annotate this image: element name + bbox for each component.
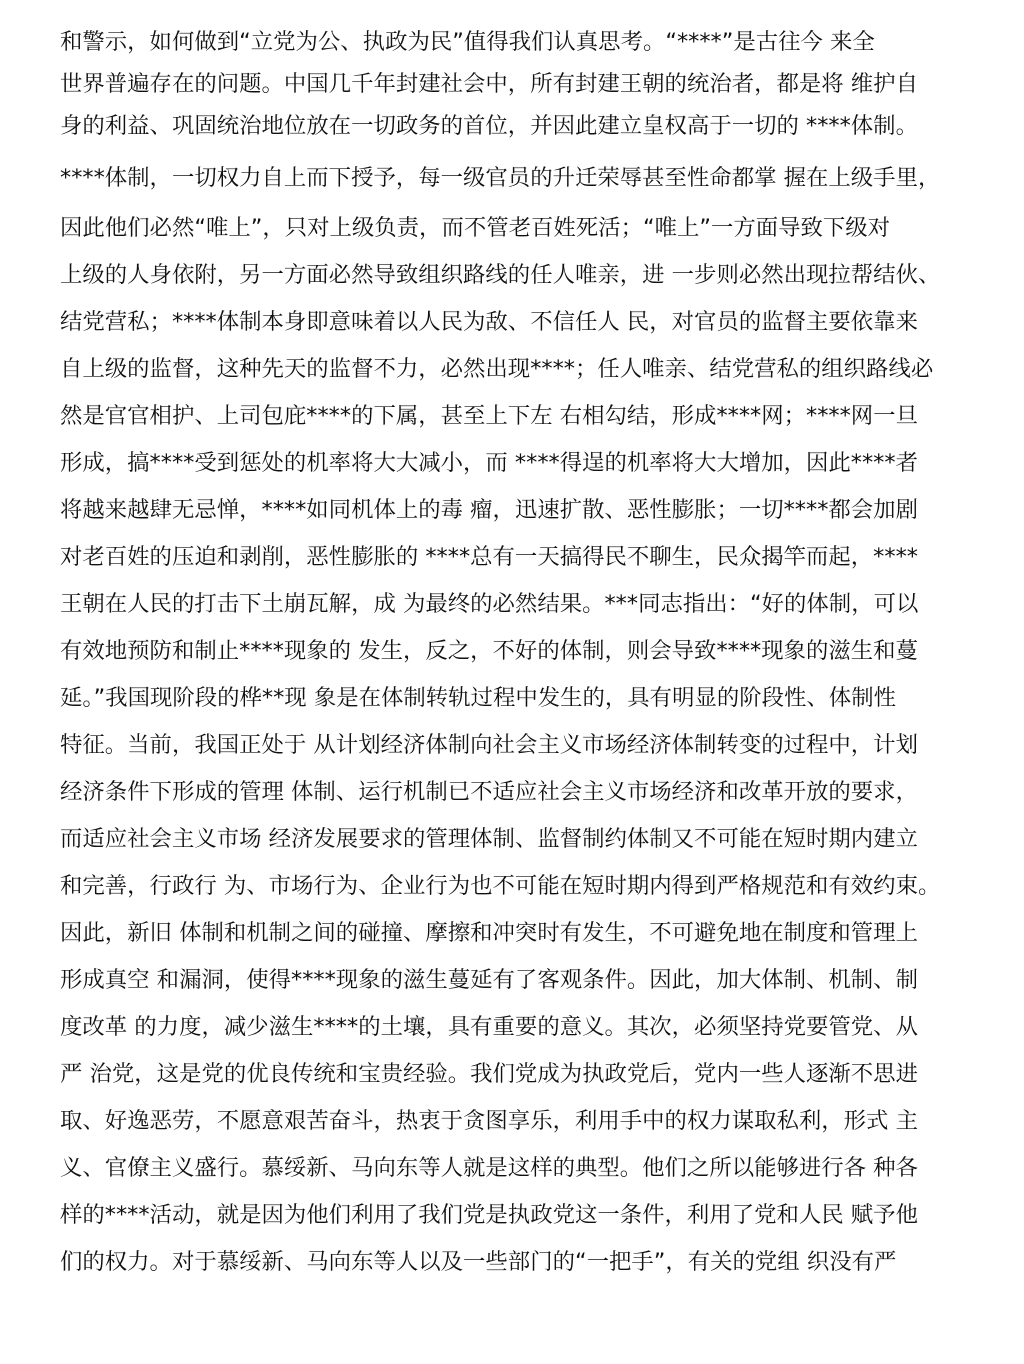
text-line: 特征。当前，我国正处于 从计划经济体制向社会主义市场经济体制转变的过程中，计划 [60,732,918,758]
text-line: 自上级的监督，这种先天的监督不力，必然出现****；任人唯亲、结党营私的组织路线必 [60,356,934,382]
text-line: 王朝在人民的打击下土崩瓦解，成 为最终的必然结果。***同志指出：“好的体制，可以 [60,591,919,617]
text-line: 将越来越肆无忌惮，****如同机体上的毒 瘤，迅速扩散、恶性膨胀；一切****都会加剧 [60,497,918,523]
text-line: 和完善，行政行 为、市场行为、企业行为也不可能在短时期内得到严格规范和有效约束。 [60,873,941,899]
text-line: 结党营私；****体制本身即意味着以人民为敌、不信任人 民，对官员的监督主要依靠来 [60,309,918,335]
text-line: 身的利益、巩固统治地位放在一切政务的首位，并因此建立皇权高于一切的 ****体制。 [60,113,918,139]
text-line: 有效地预防和制止****现象的 发生，反之，不好的体制，则会导致****现象的滋生和蔓 [60,638,918,664]
text-line: 然是官官相护、上司包庇****的下属，甚至上下左 右相勾结，形成****网；****网一旦 [60,403,918,429]
text-line: 度改革 的力度，减少滋生****的土壤，具有重要的意义。其次，必须坚持党要管党、从 [60,1014,918,1040]
text-line: 对老百姓的压迫和剥削，恶性膨胀的 ****总有一天搞得民不聊生，民众揭竿而起，**** [60,544,918,570]
text-line: ****体制，一切权力自上而下授予，每一级官员的升迁荣辱甚至性命都掌 握在上级手里， [60,165,941,191]
text-line: 形成真空 和漏洞，使得****现象的滋生蔓延有了客观条件。因此，加大体制、机制、制 [60,967,918,993]
text-line: 因此，新旧 体制和机制之间的碰撞、摩擦和冲突时有发生，不可避免地在制度和管理上 [60,920,918,946]
text-line: 因此他们必然“唯上”，只对上级负责，而不管老百姓死活；“唯上”一方面导致下级对 [60,215,891,241]
text-line: 义、官僚主义盛行。慕绥新、马向东等人就是这样的典型。他们之所以能够进行各 种各 [60,1155,918,1181]
text-line: 和警示，如何做到“立党为公、执政为民”值得我们认真思考。“****”是古往今 来全 [60,29,875,55]
text-line: 形成，搞****受到惩处的机率将大大减小，而 ****得逞的机率将大大增加，因此****者 [60,450,918,476]
text-line: 世界普遍存在的问题。中国几千年封建社会中，所有封建王朝的统治者，都是将 维护自 [60,71,918,97]
text-line: 取、好逸恶劳，不愿意艰苦奋斗，热衷于贪图享乐，利用手中的权力谋取私利，形式 主 [60,1108,918,1134]
text-line: 严 治党，这是党的优良传统和宝贵经验。我们党成为执政党后，党内一些人逐渐不思进 [60,1061,918,1087]
text-line: 们的权力。对于慕绥新、马向东等人以及一些部门的“一把手”，有关的党组 织没有严 [60,1249,897,1275]
text-line: 延。”我国现阶段的桦**现 象是在体制转轨过程中发生的，具有明显的阶段性、体制性 [60,685,896,711]
text-line: 而适应社会主义市场 经济发展要求的管理体制、监督制约体制又不可能在短时期内建立 [60,826,918,852]
text-line: 经济条件下形成的管理 体制、运行机制已不适应社会主义市场经济和改革开放的要求， [60,779,918,805]
text-line: 上级的人身依附，另一方面必然导致组织路线的任人唯亲，进 一步则必然出现拉帮结伙、 [60,262,941,288]
text-line: 样的****活动，就是因为他们利用了我们党是执政党这一条件，利用了党和人民 赋予他 [60,1202,918,1228]
